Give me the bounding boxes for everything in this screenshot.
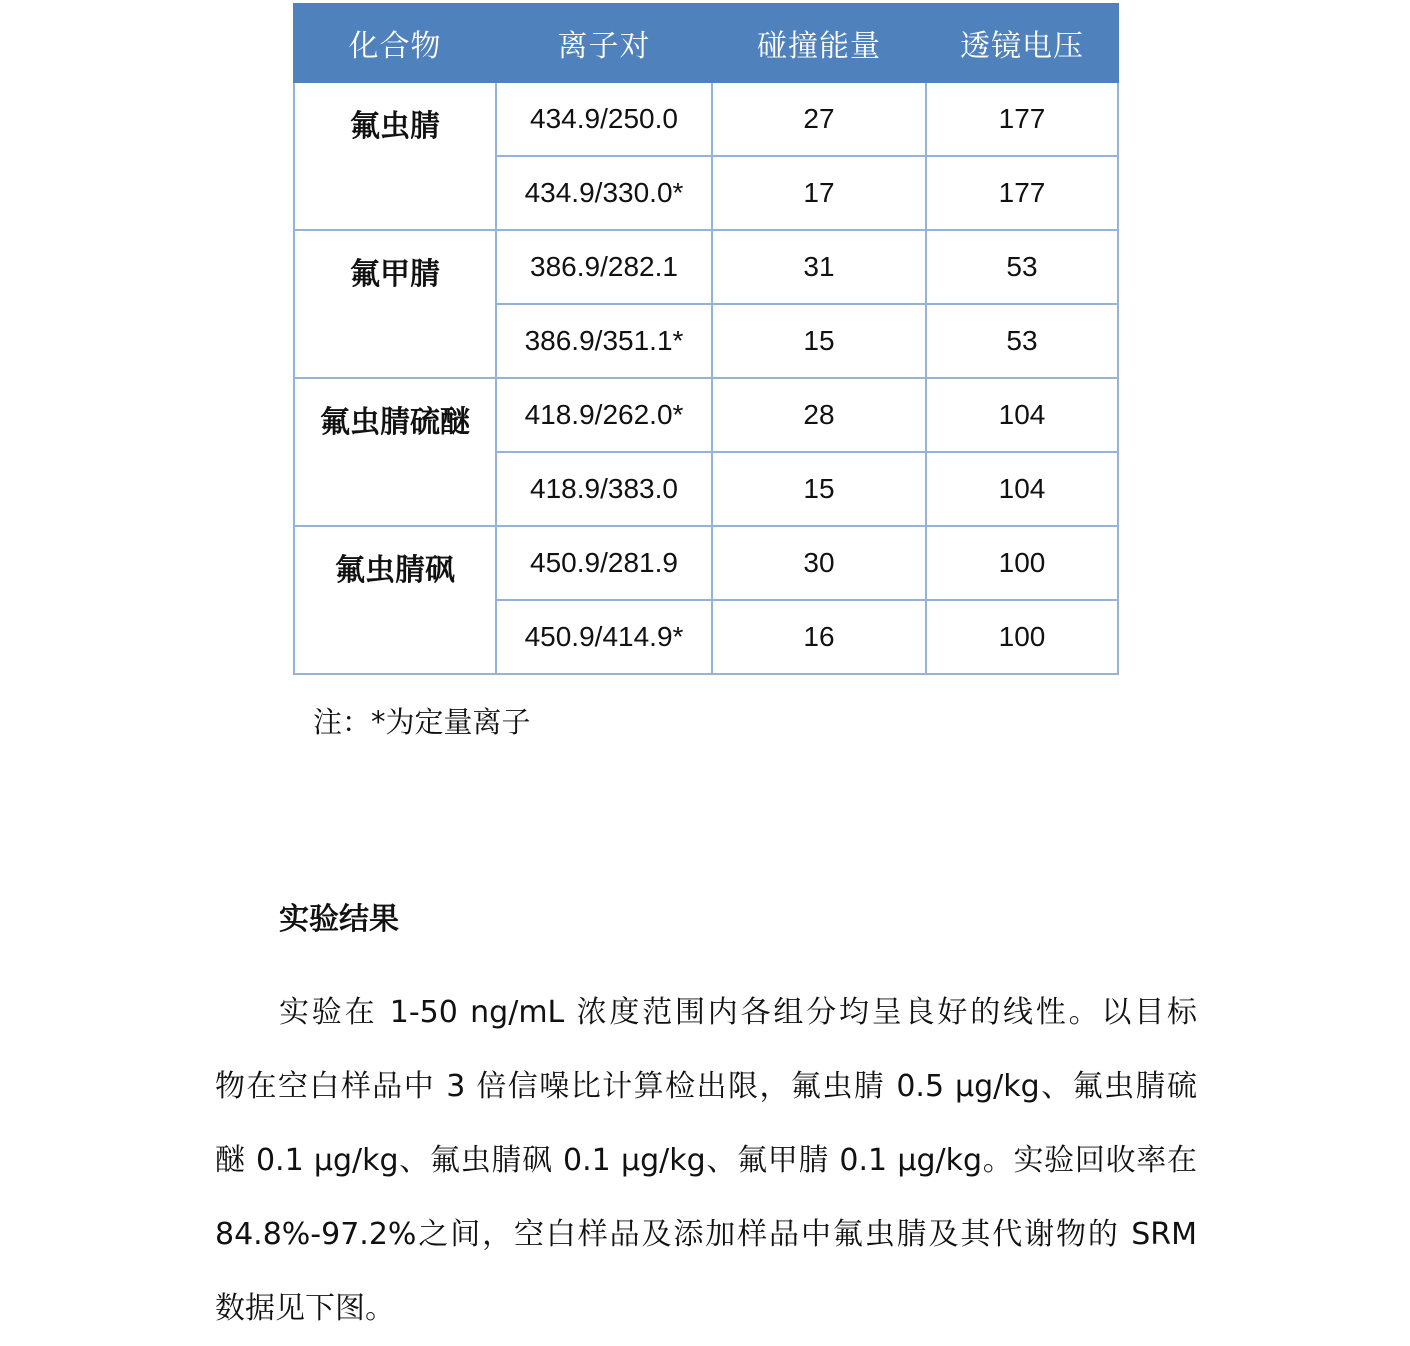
ion-pair-cell: 434.9/330.0* xyxy=(496,156,712,230)
collision-energy-cell: 31 xyxy=(712,230,926,304)
lens-voltage-cell: 177 xyxy=(926,82,1118,156)
parameter-table-container xyxy=(293,3,1117,675)
collision-energy-cell: 28 xyxy=(712,378,926,452)
ion-pair-cell: 418.9/383.0 xyxy=(496,452,712,526)
paragraph-line: 物在空白样品中 3 倍信噪比计算检出限，氟虫腈 0.5 μg/kg、氟虫腈硫 xyxy=(215,1069,1197,1104)
results-paragraph xyxy=(215,976,1197,1346)
collision-energy-cell: 17 xyxy=(712,156,926,230)
ion-pair-cell: 450.9/281.9 xyxy=(496,526,712,600)
header-collision-energy: 碰撞能量 xyxy=(712,4,926,82)
paragraph-line: 84.8%-97.2%之间，空白样品及添加样品中氟虫腈及其代谢物的 SRM xyxy=(215,1217,1197,1252)
header-compound: 化合物 xyxy=(294,4,496,82)
paragraph-line: 实验在 1-50 ng/mL 浓度范围内各组分均呈良好的线性。以目标 xyxy=(279,995,1197,1030)
table-row xyxy=(294,526,1118,600)
lens-voltage-cell: 177 xyxy=(926,156,1118,230)
lens-voltage-cell: 100 xyxy=(926,526,1118,600)
mrm-parameter-table xyxy=(293,3,1119,675)
section-heading: 实验结果 xyxy=(279,902,399,937)
header-ion-pair: 离子对 xyxy=(496,4,712,82)
ion-pair-cell: 450.9/414.9* xyxy=(496,600,712,674)
compound-cell: 氟甲腈 xyxy=(294,230,496,378)
ion-pair-cell: 434.9/250.0 xyxy=(496,82,712,156)
table-row xyxy=(294,378,1118,452)
collision-energy-cell: 15 xyxy=(712,304,926,378)
compound-cell: 氟虫腈硫醚 xyxy=(294,378,496,526)
lens-voltage-cell: 53 xyxy=(926,230,1118,304)
table-note: 注：*为定量离子 xyxy=(313,705,531,739)
lens-voltage-cell: 104 xyxy=(926,452,1118,526)
collision-energy-cell: 30 xyxy=(712,526,926,600)
paragraph-line: 醚 0.1 μg/kg、氟虫腈砜 0.1 μg/kg、氟甲腈 0.1 μg/kg。实验回收率在 xyxy=(215,1143,1197,1178)
collision-energy-cell: 27 xyxy=(712,82,926,156)
compound-cell: 氟虫腈 xyxy=(294,82,496,230)
table-row xyxy=(294,230,1118,304)
compound-cell: 氟虫腈砜 xyxy=(294,526,496,674)
paragraph-line: 数据见下图。 xyxy=(215,1291,395,1326)
ion-pair-cell: 418.9/262.0* xyxy=(496,378,712,452)
ion-pair-cell: 386.9/282.1 xyxy=(496,230,712,304)
lens-voltage-cell: 104 xyxy=(926,378,1118,452)
collision-energy-cell: 16 xyxy=(712,600,926,674)
table-header-row xyxy=(294,4,1118,82)
collision-energy-cell: 15 xyxy=(712,452,926,526)
lens-voltage-cell: 53 xyxy=(926,304,1118,378)
header-lens-voltage: 透镜电压 xyxy=(926,4,1118,82)
lens-voltage-cell: 100 xyxy=(926,600,1118,674)
table-row xyxy=(294,82,1118,156)
ion-pair-cell: 386.9/351.1* xyxy=(496,304,712,378)
